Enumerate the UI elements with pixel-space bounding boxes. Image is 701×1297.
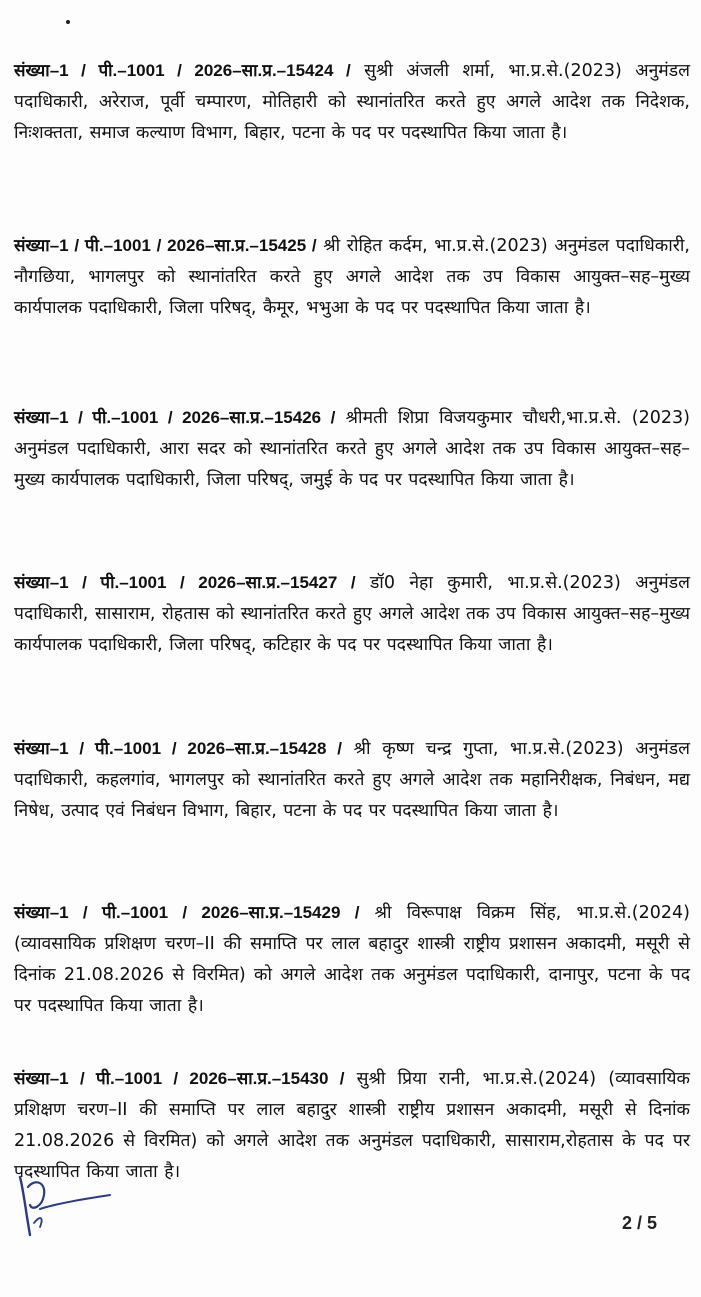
order-reference: संख्या–1 / पी.–1001 / 2026–सा.प्र.–15425 / bbox=[14, 236, 317, 255]
order-text: श्रीमती शिप्रा विजयकुमार चौधरी,भा.प्र.से. (2023) अनुमंडल पदाधिकारी, आरा सदर को स्थानांतरित करते हुए अगले आदेश तक उप विकास आयुक्त–सह–मुख्य कार्यपालक पदाधिकारी, जिला परिषद्, जमुई के पद पर पदस्थापित किया जाता है। bbox=[14, 408, 690, 490]
order-text: सुश्री अंजली शर्मा, भा.प्र.से.(2023) अनुमंडल पदाधिकारी, अरेराज, पूर्वी चम्पारण, मोतिहारी को स्थानांतरित करते हुए अगले आदेश तक निदेशक, निःशक्तता, समाज कल्याण विभाग, बिहार, पटना के पद पर पदस्थापित किया जाता है। bbox=[14, 61, 690, 143]
order-reference: संख्या–1 / पी.–1001 / 2026–सा.प्र.–15428 / bbox=[14, 739, 342, 758]
order-text: श्री रोहित कर्दम, भा.प्र.से.(2023) अनुमंडल पदाधिकारी, नौगछिया, भागलपुर को स्थानांतरित करते हुए अगले आदेश तक उप विकास आयुक्त–सह–मुख्य कार्यपालक पदाधिकारी, जिला परिषद्, कैमूर, भभुआ के पद पर पदस्थापित किया जाता है। bbox=[14, 236, 690, 318]
order-entry-6 bbox=[14, 897, 690, 1022]
order-reference: संख्या–1 / पी.–1001 / 2026–सा.प्र.–15427 / bbox=[14, 573, 356, 592]
order-reference: संख्या–1 / पी.–1001 / 2026–सा.प्र.–15426 / bbox=[14, 408, 336, 427]
order-entry-4 bbox=[14, 567, 690, 661]
order-entry-1 bbox=[14, 55, 690, 149]
order-reference: संख्या–1 / पी.–1001 / 2026–सा.प्र.–15424 / bbox=[14, 61, 351, 80]
order-entry-2 bbox=[14, 230, 690, 324]
order-text: श्री कृष्ण चन्द्र गुप्ता, भा.प्र.से.(2023) अनुमंडल पदाधिकारी, कहलगांव, भागलपुर को स्थानांतरित करते हुए अगले आदेश तक महानिरीक्षक, निबंधन, मद्य निषेध, उत्पाद एवं निबंधन विभाग, बिहार, पटना के पद पर पदस्थापित किया जाता है। bbox=[14, 739, 690, 821]
order-text: श्री विरूपाक्ष विक्रम सिंह, भा.प्र.से.(2024) (व्यावसायिक प्रशिक्षण चरण–II की समाप्ति पर लाल बहादुर शास्त्री राष्ट्रीय प्रशासन अकादमी, मसूरी से दिनांक 21.08.2026 से विरमित) को अगले आदेश तक अनुमंडल पदाधिकारी, दानापुर, पटना के पद पर पदस्थापित किया जाता है। bbox=[14, 903, 690, 1016]
order-entry-5 bbox=[14, 733, 690, 827]
handwritten-signature bbox=[0, 1165, 150, 1255]
order-reference: संख्या–1 / पी.–1001 / 2026–सा.प्र.–15429 / bbox=[14, 903, 360, 922]
order-entry-3 bbox=[14, 402, 690, 496]
page-number: 2 / 5 bbox=[622, 1213, 658, 1233]
order-text: सुश्री प्रिया रानी, भा.प्र.से.(2024) (व्यावसायिक प्रशिक्षण चरण–II की समाप्ति पर लाल बहादुर शास्त्री राष्ट्रीय प्रशासन अकादमी, मसूरी से दिनांक 21.08.2026 से विरमित) को अगले आदेश तक अनुमंडल पदाधिकारी, सासाराम,रोहतास के पद पर पदस्थापित किया जाता है। bbox=[14, 1069, 690, 1182]
order-reference: संख्या–1 / पी.–1001 / 2026–सा.प्र.–15430 / bbox=[14, 1069, 345, 1088]
order-text: डॉ0 नेहा कुमारी, भा.प्र.से.(2023) अनुमंडल पदाधिकारी, सासाराम, रोहतास को स्थानांतरित करते हुए अगले आदेश तक उप विकास आयुक्त–सह–मुख्य कार्यपालक पदाधिकारी, जिला परिषद्, कटिहार के पद पर पदस्थापित किया जाता है। bbox=[14, 573, 690, 655]
punch-dot bbox=[66, 20, 70, 24]
